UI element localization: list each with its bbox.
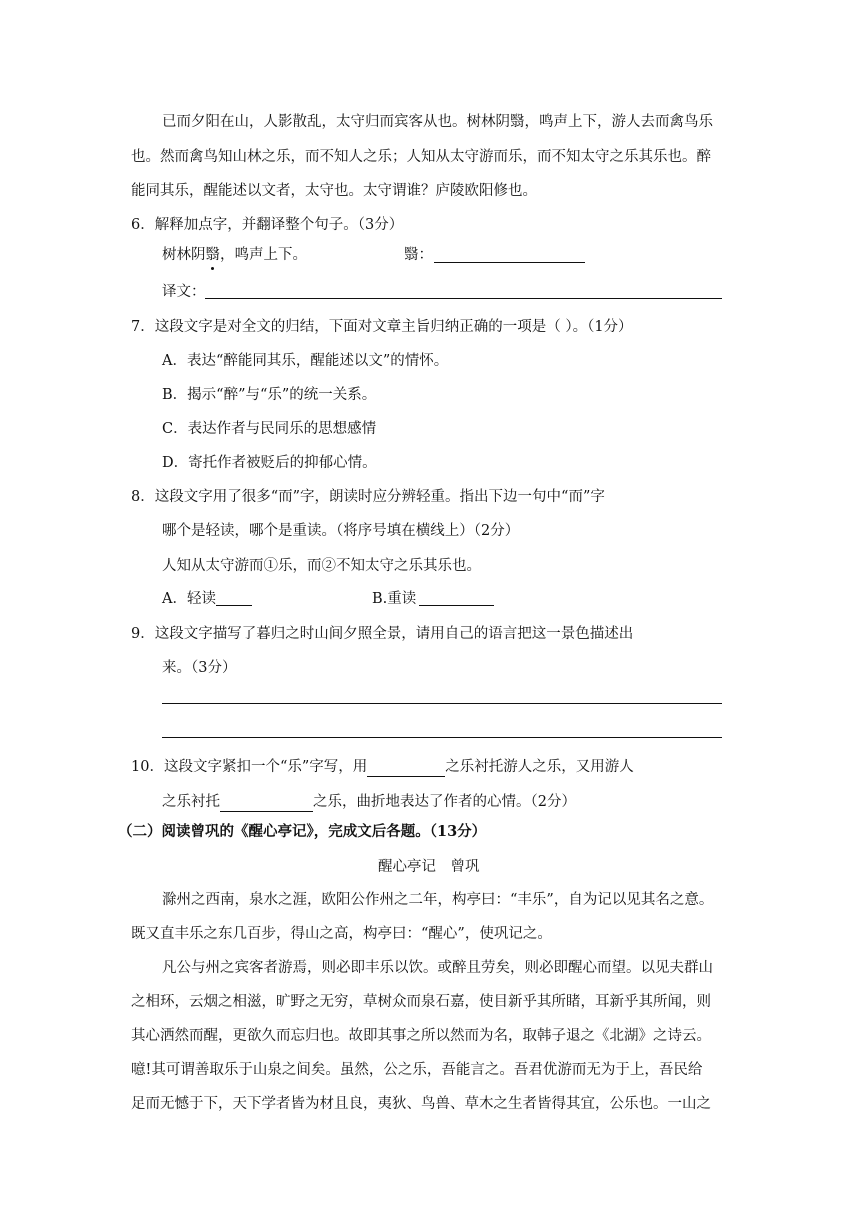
article-line: 其心洒然而醒，更欲久而忘归也。故即其事之所以然而为名，取韩子退之《北湖》之诗云。	[131, 1028, 711, 1044]
article-line: 滁州之西南，泉水之涯，欧阳公作州之二年，构亭曰：“丰乐”，自为记以见其名之意。	[162, 892, 714, 908]
q6-word-answer-line[interactable]	[434, 262, 585, 263]
q10-text: 之乐衬托游人之乐，又用游人	[445, 759, 634, 775]
q7-option-d: D．寄托作者被贬后的抑郁心情。	[162, 455, 377, 471]
q8-b-label: B.重读	[372, 591, 417, 607]
q6-word-label: 翳：	[404, 247, 433, 263]
q8-sentence: 人知从太守游而①乐，而②不知太守之乐其乐也。	[162, 558, 481, 574]
q6-sentence-part: 树林阴	[162, 247, 206, 263]
q6-translation-label: 译文：	[162, 284, 206, 300]
q10-stem	[131, 757, 634, 777]
q8-b-answer-line[interactable]	[419, 605, 494, 606]
dotted-character: 翳	[205, 247, 220, 263]
q8-stem: 8．这段文字用了很多“而”字，朗读时应分辨轻重。指出下边一句中“而”字	[131, 489, 605, 505]
q7-stem: 7．这段文字是对全文的归结，下面对文章主旨归纳正确的一项是（ ）。（1分）	[131, 319, 633, 335]
q10-blank-1[interactable]	[367, 758, 445, 777]
passage-line: 已而夕阳在山，人影散乱，太守归而宾客从也。树林阴翳，鸣声上下，游人去而禽鸟乐	[162, 114, 713, 130]
article-line: 凡公与州之宾客者游焉，则必即丰乐以饮。或醉且劳矣，则必即醒心而望。以见夫群山	[162, 960, 713, 976]
q9-answer-line[interactable]	[162, 703, 722, 704]
q8-a-answer-line[interactable]	[216, 605, 252, 606]
q6-sentence	[162, 245, 307, 265]
q6-translation-answer-line[interactable]	[205, 298, 722, 299]
q8-a-label: A．轻读	[162, 591, 216, 607]
q10-text: 之乐，曲折地表达了作者的心情。（2分）	[313, 794, 576, 810]
q10-stem	[162, 792, 576, 812]
q10-text: 之乐衬托	[162, 794, 220, 810]
q9-answer-line[interactable]	[162, 737, 722, 738]
q10-blank-2[interactable]	[220, 793, 313, 812]
article-line: 噫!其可谓善取乐于山泉之间矣。虽然，公之乐，吾能言之。吾君优游而无为于上，吾民给	[131, 1062, 703, 1078]
article-title: 醒心亭记 曾巩	[378, 859, 480, 875]
passage-line: 也。然而禽鸟知山林之乐，而不知人之乐；人知从太守游而乐，而不知太守之乐其乐也。醉	[131, 149, 711, 165]
q8-stem: 哪个是轻读，哪个是重读。（将序号填在横线上）（2分）	[162, 523, 520, 539]
article-line: 既又直丰乐之东几百步，得山之高，构亭曰：“醒心”，使巩记之。	[131, 926, 552, 942]
q7-option-b: B．揭示“醉”与“乐”的统一关系。	[162, 387, 377, 403]
passage-line: 能同其乐，醒能述以文者，太守也。太守谓谁？庐陵欧阳修也。	[131, 183, 537, 199]
q7-option-a: A．表达“醉能同其乐，醒能述以文”的情怀。	[162, 353, 449, 369]
article-line: 足而无憾于下，天下学者皆为材且良，夷狄、鸟兽、草木之生者皆得其宜，公乐也。一山之	[131, 1096, 711, 1112]
q10-text: 10．这段文字紧扣一个“乐”字写，用	[131, 759, 368, 775]
q6-stem: 6．解释加点字，并翻译整个句子。（3分）	[131, 217, 404, 233]
q7-option-c: C．表达作者与民同乐的思想感情	[162, 421, 377, 437]
q6-sentence-part: ，鸣声上下。	[220, 247, 307, 263]
q9-stem: 来。（3分）	[162, 660, 237, 676]
article-line: 之相环，云烟之相滋，旷野之无穷，草树众而泉石嘉，使目新乎其所睹，耳新乎其所闻，则	[131, 994, 711, 1010]
q9-stem: 9．这段文字描写了暮归之时山间夕照全景，请用自己的语言把这一景色描述出	[131, 626, 634, 642]
section-heading: （二）阅读曾巩的《醒心亭记》，完成文后各题。（13分）	[118, 823, 487, 840]
